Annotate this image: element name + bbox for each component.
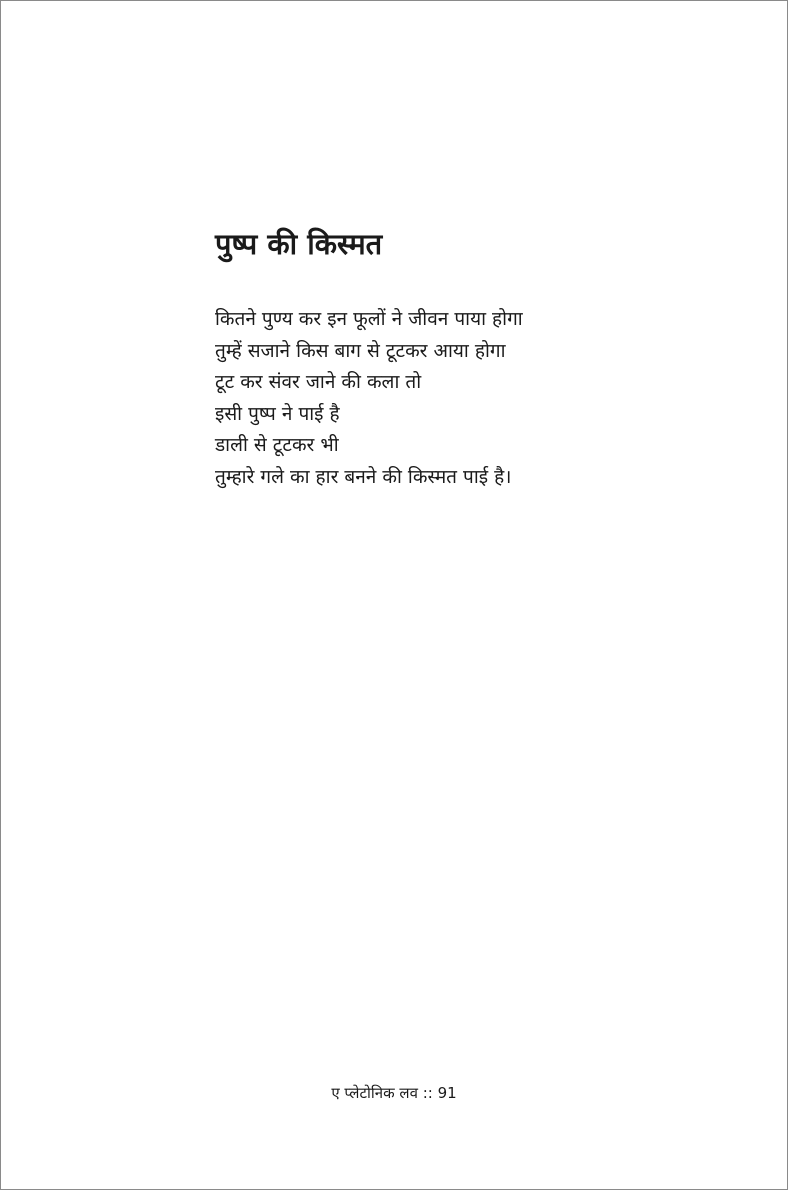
poem-line: टूट कर संवर जाने की कला तो — [215, 371, 422, 394]
poem-title: पुष्प की किस्मत — [215, 227, 383, 261]
poem-line: इसी पुष्प ने पाई है — [215, 402, 340, 425]
poem-body — [215, 304, 755, 494]
poem-line: डाली से टूटकर भी — [215, 434, 339, 457]
poem-line: कितने पुण्य कर इन फूलों ने जीवन पाया होगा — [215, 308, 523, 330]
poem-line: तुम्हें सजाने किस बाग से टूटकर आया होगा — [215, 339, 506, 362]
page-footer: ए प्लेटोनिक लव :: 91 — [331, 1084, 457, 1102]
poem-line: तुम्हारे गले का हार बनने की किस्मत पाई है। — [215, 465, 512, 488]
